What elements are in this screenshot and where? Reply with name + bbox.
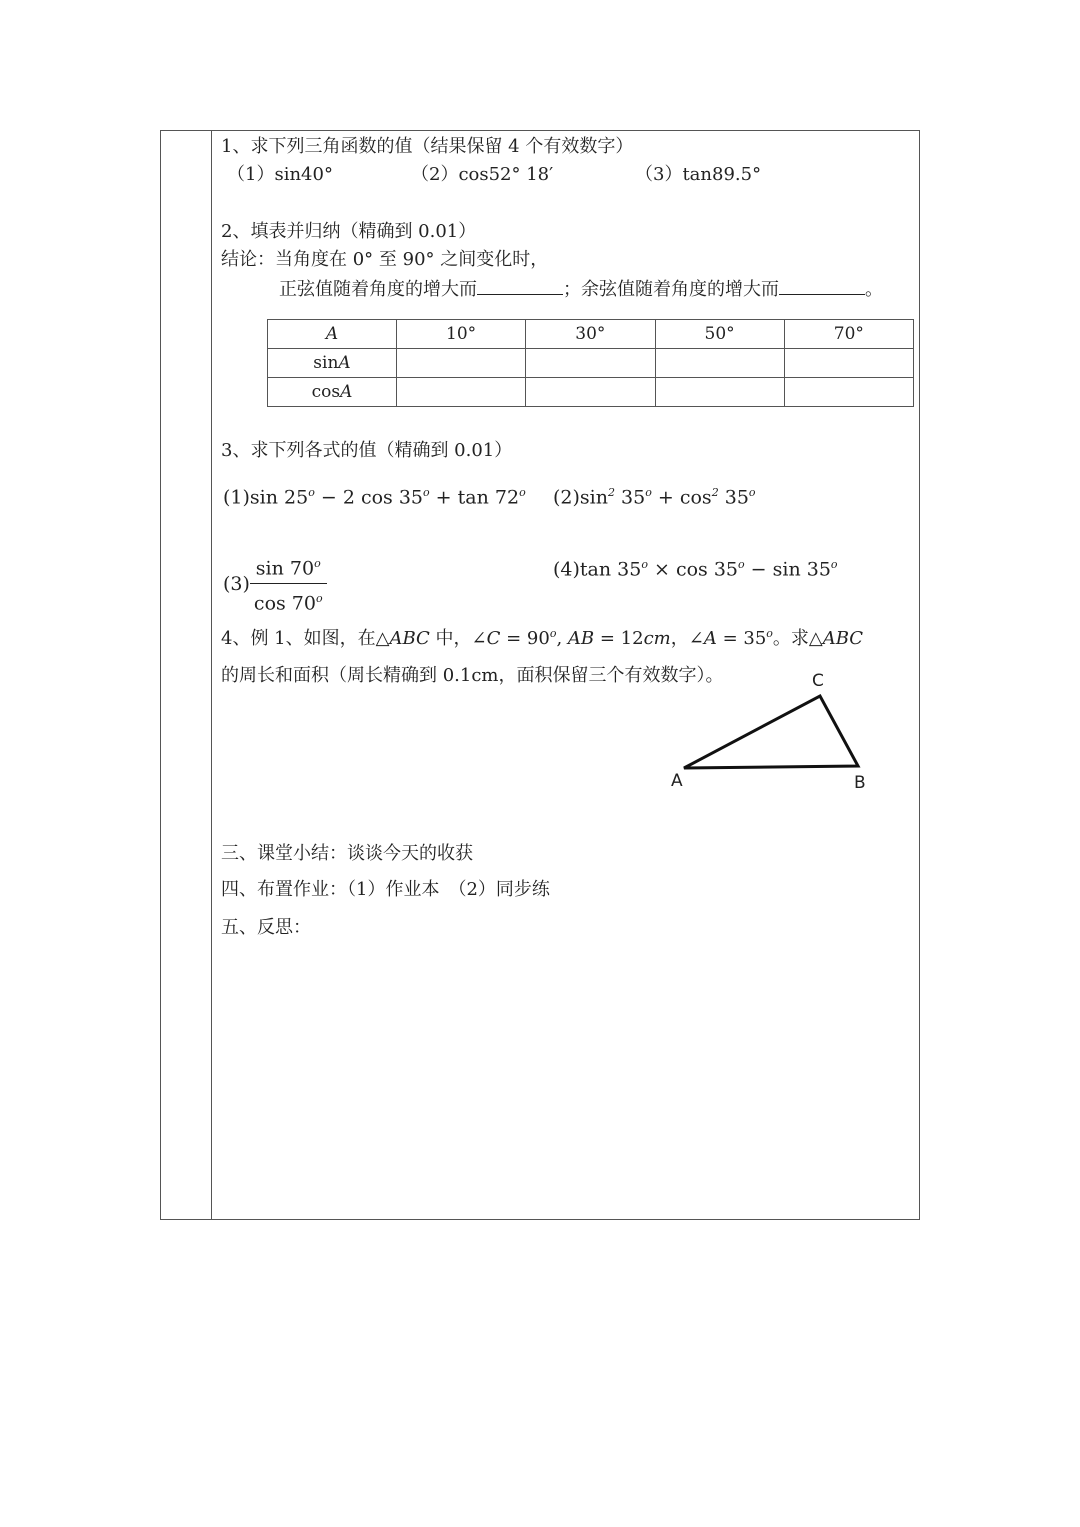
- trig-value-table: [267, 319, 914, 407]
- answer-cell[interactable]: [784, 378, 913, 407]
- q3-title: 3、求下列各式的值（精确到 0.01）: [221, 440, 513, 461]
- table-header-row: [268, 320, 914, 349]
- conclusion-part-a: 正弦值随着角度的增大而: [279, 279, 477, 300]
- vertex-label-c: C: [812, 671, 824, 691]
- column-divider: [211, 131, 212, 1219]
- vertex-label-a: A: [671, 771, 683, 791]
- triangle-abc: [684, 696, 858, 768]
- header-cell-10: 10°: [397, 320, 526, 349]
- blank-sine-trend[interactable]: [477, 276, 563, 295]
- q2-title: 2、填表并归纳（精确到 0.01）: [221, 221, 477, 242]
- table-row: [268, 378, 914, 407]
- section-summary: 三、课堂小结：谈谈今天的收获: [221, 843, 473, 864]
- section-reflection: 五、反思：: [221, 917, 311, 938]
- q3-expr-1: (1)sin $25^o - 2$ $\cos 35^o + \tan 72^o$: [223, 486, 526, 509]
- q4-line1: 4、例 1、如图，在△ABC 中，∠C = $90^o$, AB = 12cm，∠A = $35^o$。求△ABC: [221, 627, 864, 649]
- table-row: [268, 349, 914, 378]
- q4-line2: 的周长和面积（周长精确到 0.1cm，面积保留三个有效数字）。: [221, 665, 724, 686]
- header-cell-30: 30°: [526, 320, 655, 349]
- q1-item-1: （1）sin40°: [227, 164, 333, 185]
- header-cell-70: 70°: [784, 320, 913, 349]
- q1-item-3: （3）tan89.5°: [635, 164, 762, 185]
- q1-item-2: （2）cos52° 18′: [411, 164, 554, 185]
- conclusion-end: 。: [865, 279, 883, 300]
- fraction: $\frac{\sin 70^o}{\cos 70^o}$: [250, 551, 327, 617]
- header-cell-50: 50°: [655, 320, 784, 349]
- answer-cell[interactable]: [655, 349, 784, 378]
- q1-title: 1、求下列三角函数的值（结果保留 4 个有效数字）: [221, 136, 634, 157]
- answer-cell[interactable]: [526, 378, 655, 407]
- conclusion-part-b: ；余弦值随着角度的增大而: [563, 279, 779, 300]
- q3-expr-4: (4)tan $35^o \times \cos 35^o - \sin 35^o$: [553, 558, 838, 581]
- blank-cosine-trend[interactable]: [779, 276, 865, 295]
- q2-conclusion-line2: [279, 276, 883, 302]
- answer-cell[interactable]: [655, 378, 784, 407]
- row-label-cos: cosA: [268, 378, 397, 407]
- row-label-sin: sinA: [268, 349, 397, 378]
- section-homework: 四、布置作业：（1）作业本 （2）同步练: [221, 879, 550, 900]
- answer-cell[interactable]: [784, 349, 913, 378]
- answer-cell[interactable]: [397, 378, 526, 407]
- q3-expr-3: (3) $\frac{\sin 70^o}{\cos 70^o}$: [223, 551, 327, 617]
- vertex-label-b: B: [854, 773, 866, 793]
- q2-conclusion-line1: 结论：当角度在 0° 至 90° 之间变化时，: [221, 249, 549, 270]
- answer-cell[interactable]: [397, 349, 526, 378]
- worksheet-frame: [160, 130, 920, 1220]
- header-cell-angle: A: [268, 320, 397, 349]
- q3-expr-2: $(2)\sin^2$ $35^o + \cos^2 35^o$: [553, 486, 756, 509]
- answer-cell[interactable]: [526, 349, 655, 378]
- triangle-figure: [666, 671, 866, 796]
